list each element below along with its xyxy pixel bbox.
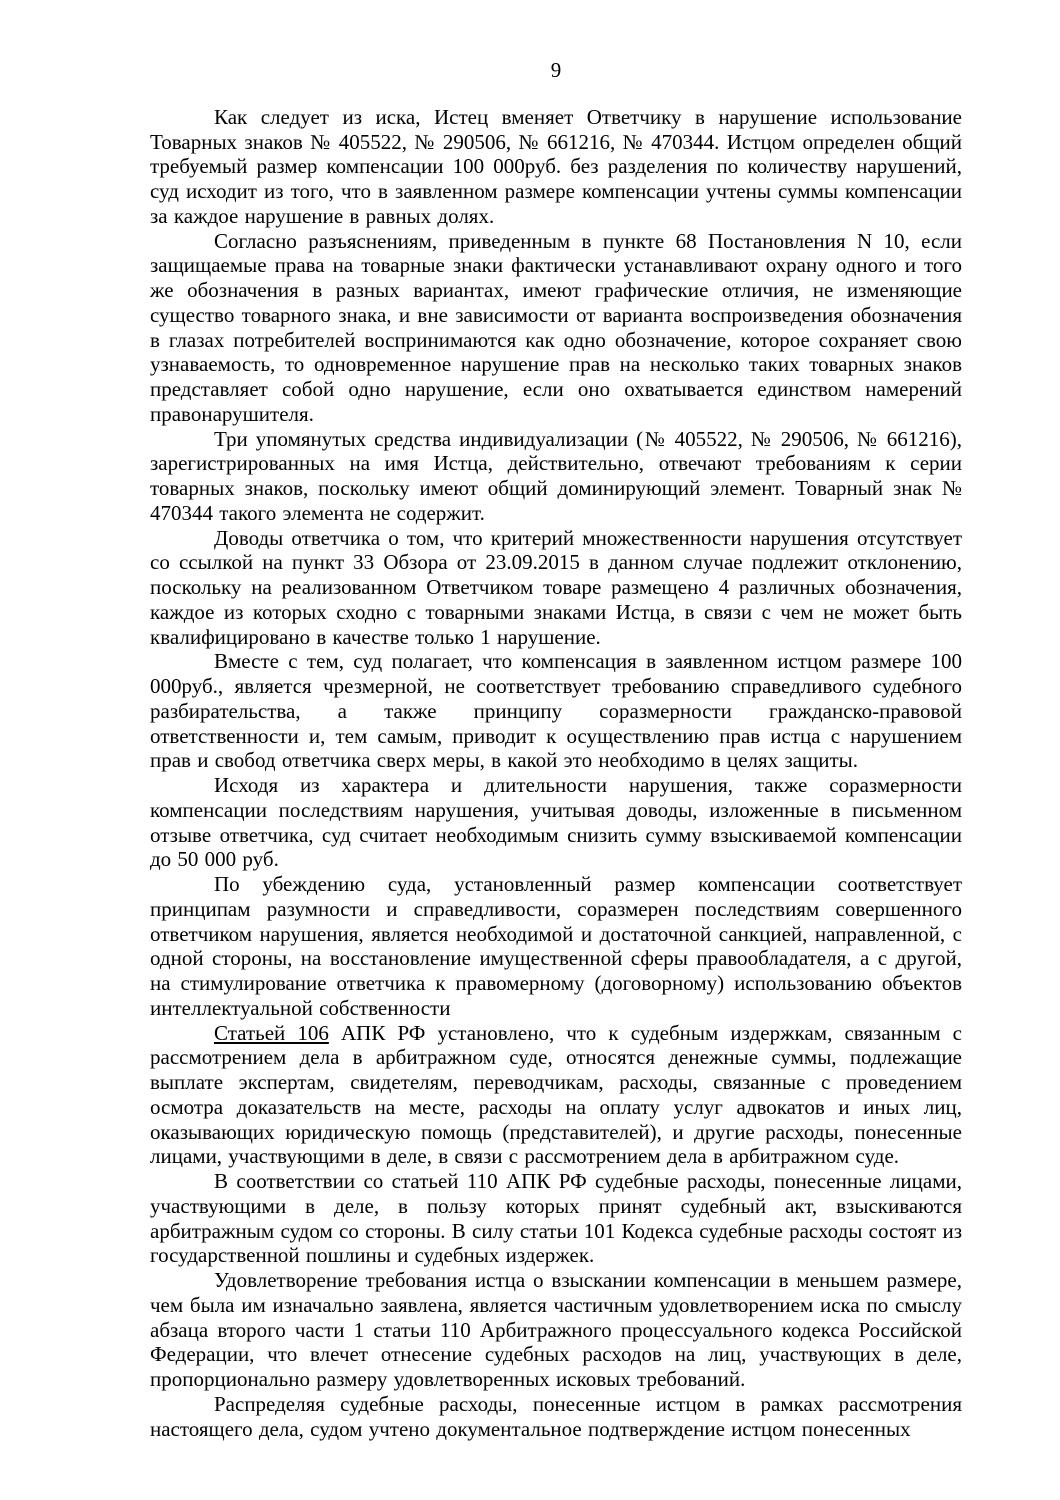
paragraph-text: АПК РФ установлено, что к судебным издержкам, связанным с рассмотрением дела в арбитражном суде, относятся денежные суммы, подлежащие выплате экспертам, свидетелям, переводчикам, расходы, связанные с проведением осмотра доказательств на месте, расходы на оплату услуг адвокатов и иных лиц, оказывающих юридическую помощь (представителей), и другие расходы, понесенные лицами, участвующими в деле, в связи с рассмотрением дела в арбитражном суде. bbox=[150, 1020, 962, 1169]
paragraph: Согласно разъяснениям, приведенным в пункте 68 Постановления N 10, если защищаемые права на товарные знаки фактически устанавливают охрану одного и того же обозначения в разных вариантах, имеют графические отличия, не изменяющие существо товарного знака, и вне зависимости от варианта воспроизведения обозначения в глазах потребителей воспринимаются как одно обозначение, которое сохраняет свою узнаваемость, то одновременное нарушение прав на несколько таких товарных знаков представляет собой одно нарушение, если оно охватывается единством намерений правонарушителя. bbox=[150, 228, 962, 426]
paragraph: По убеждению суда, установленный размер компенсации соответствует принципам разумности и справедливости, соразмерен последствиям совершенного ответчиком нарушения, является необходимой и достаточной санкцией, направленной, с одной стороны, на восстановление имущественной сферы правообладателя, а с другой, на стимулирование ответчика к правомерному (договорному) использованию объектов интеллектуальной собственности bbox=[150, 872, 962, 1020]
paragraph: Удовлетворение требования истца о взыскании компенсации в меньшем размере, чем была им изначально заявлена, является частичным удовлетворением иска по смыслу абзаца второго части 1 статьи 110 Арбитражного процессуального кодекса Российской Федерации, что влечет отнесение судебных расходов на лиц, участвующих в деле, пропорционально размеру удовлетворенных исковых требований. bbox=[150, 1268, 962, 1391]
paragraph: Вместе с тем, суд полагает, что компенсация в заявленном истцом размере 100 000руб., является чрезмерной, не соответствует требованию справедливого судебного разбирательства, а также принципу соразмерности гражданско-правовой ответственности и, тем самым, приводит к осуществлению прав истца с нарушением прав и свобод ответчика сверх меры, в какой это необходимо в целях защиты. bbox=[150, 649, 962, 773]
statute-reference-underlined: Статьей 106 bbox=[214, 1020, 329, 1045]
paragraph: В соответствии со статьей 110 АПК РФ судебные расходы, понесенные лицами, участвующими в деле, в пользу которых принят судебный акт, взыскиваются арбитражным судом со стороны. В силу статьи 101 Кодекса судебные расходы состоят из государственной пошлины и судебных издержек. bbox=[150, 1169, 962, 1268]
paragraph bbox=[150, 1021, 962, 1170]
paragraph: Исходя из характера и длительности нарушения, также соразмерности компенсации последствиям нарушения, учитывая доводы, изложенные в письменном отзыве ответчика, суд считает необходимым снизить сумму взыскиваемой компенсации до 50 000 руб. bbox=[150, 773, 962, 872]
page-number: 9 bbox=[550, 58, 562, 82]
paragraph: Три упомянутых средства индивидуализации (№ 405522, № 290506, № 661216), зарегистрированных на имя Истца, действительно, отвечают требованиям к серии товарных знаков, поскольку имеют общий доминирующий элемент. Товарный знак № 470344 такого элемента не содержит. bbox=[150, 426, 962, 525]
paragraph: Как следует из иска, Истец вменяет Ответчику в нарушение использование Товарных знаков № 405522, № 290506, № 661216, № 470344. Истцом определен общий требуемый размер компенсации 100 000руб. без разделения по количеству нарушений, суд исходит из того, что в заявленном размере компенсации учтены суммы компенсации за каждое нарушение в равных долях. bbox=[150, 104, 962, 228]
paragraph: Доводы ответчика о том, что критерий множественности нарушения отсутствует со ссылкой на пункт 33 Обзора от 23.09.2015 в данном случае подлежит отклонению, поскольку на реализованном Ответчиком товаре размещено 4 различных обозначения, каждое из которых сходно с товарными знаками Истца, в связи с чем не может быть квалифицировано в качестве только 1 нарушение. bbox=[150, 525, 962, 649]
paragraph: Распределяя судебные расходы, понесенные истцом в рамках рассмотрения настоящего дела, судом учтено документальное подтверждение истцом понесенных bbox=[150, 1391, 962, 1441]
